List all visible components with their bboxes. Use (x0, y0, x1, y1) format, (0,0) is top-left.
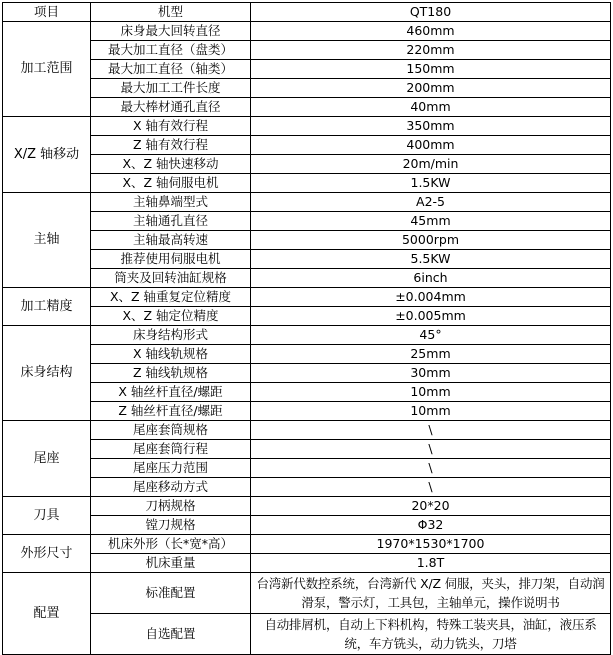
spec-label: 主轴最高转速 (91, 231, 251, 250)
spec-value: 25mm (251, 345, 611, 364)
spec-value: 10mm (251, 383, 611, 402)
spec-value: 30mm (251, 364, 611, 383)
table-row (3, 326, 611, 345)
category-cell: 主轴 (3, 193, 91, 288)
table-row (3, 478, 611, 497)
spec-value: ±0.005mm (251, 307, 611, 326)
spec-label: 尾座压力范围 (91, 459, 251, 478)
spec-value: \ (251, 421, 611, 440)
spec-label: 最大加工直径（轴类） (91, 60, 251, 79)
category-cell: 刀具 (3, 497, 91, 535)
spec-value: 150mm (251, 60, 611, 79)
category-cell: 加工精度 (3, 288, 91, 326)
spec-label: 自选配置 (91, 614, 251, 655)
spec-value: 350mm (251, 117, 611, 136)
spec-label: Z 轴丝杆直径/螺距 (91, 402, 251, 421)
table-row (3, 535, 611, 554)
spec-value: 自动排屑机，自动上下料机构，特殊工装夹具，油缸，液压系统，车方铣头，动力铣头，刀塔 (251, 614, 611, 655)
spec-value: 5.5KW (251, 250, 611, 269)
table-row (3, 345, 611, 364)
table-row (3, 22, 611, 41)
spec-value: \ (251, 478, 611, 497)
spec-label: 最大棒材通孔直径 (91, 98, 251, 117)
spec-value: 6inch (251, 269, 611, 288)
category-cell: 尾座 (3, 421, 91, 497)
spec-label: 主轴鼻端型式 (91, 193, 251, 212)
table-row (3, 573, 611, 614)
table-row (3, 364, 611, 383)
spec-label: X、Z 轴重复定位精度 (91, 288, 251, 307)
spec-label: 最大加工工件长度 (91, 79, 251, 98)
spec-value: 200mm (251, 79, 611, 98)
spec-label: 床身最大回转直径 (91, 22, 251, 41)
spec-value: 45mm (251, 212, 611, 231)
spec-value: 20m/min (251, 155, 611, 174)
table-row (3, 41, 611, 60)
spec-value: 220mm (251, 41, 611, 60)
table-row (3, 288, 611, 307)
spec-label: 机床外形（长*宽*高） (91, 535, 251, 554)
spec-label: 机床重量 (91, 554, 251, 573)
spec-table (2, 2, 611, 655)
spec-value: 20*20 (251, 497, 611, 516)
table-row (3, 98, 611, 117)
spec-label: X、Z 轴伺服电机 (91, 174, 251, 193)
header-item: 项目 (3, 3, 91, 22)
table-row (3, 79, 611, 98)
spec-value: \ (251, 440, 611, 459)
header-model: 机型 (91, 3, 251, 22)
spec-label: 床身结构形式 (91, 326, 251, 345)
table-row (3, 193, 611, 212)
table-row (3, 614, 611, 655)
spec-label: X 轴线轨规格 (91, 345, 251, 364)
spec-label: 主轴通孔直径 (91, 212, 251, 231)
table-row (3, 212, 611, 231)
spec-label: 标准配置 (91, 573, 251, 614)
spec-value: 台湾新代数控系统，台湾新代 X/Z 伺服，夹头，排刀架，自动润滑泵，警示灯，工具包，主轴单元，操作说明书 (251, 573, 611, 614)
category-cell: 加工范围 (3, 22, 91, 117)
table-row (3, 250, 611, 269)
spec-value: 10mm (251, 402, 611, 421)
table-row (3, 459, 611, 478)
spec-value: ±0.004mm (251, 288, 611, 307)
spec-label: X、Z 轴定位精度 (91, 307, 251, 326)
table-row (3, 402, 611, 421)
table-row (3, 136, 611, 155)
spec-value: 40mm (251, 98, 611, 117)
category-cell: X/Z 轴移动 (3, 117, 91, 193)
table-row (3, 421, 611, 440)
table-row (3, 307, 611, 326)
category-cell: 床身结构 (3, 326, 91, 421)
table-row (3, 117, 611, 136)
spec-value: 1.5KW (251, 174, 611, 193)
table-row (3, 383, 611, 402)
category-cell: 配置 (3, 573, 91, 655)
spec-value: 5000rpm (251, 231, 611, 250)
spec-value: 400mm (251, 136, 611, 155)
category-cell: 外形尺寸 (3, 535, 91, 573)
header-model-value: QT180 (251, 3, 611, 22)
spec-label: 尾座套筒规格 (91, 421, 251, 440)
spec-value: 45° (251, 326, 611, 345)
spec-label: 刀柄规格 (91, 497, 251, 516)
table-row (3, 516, 611, 535)
table-row (3, 174, 611, 193)
spec-label: X、Z 轴快速移动 (91, 155, 251, 174)
spec-label: Z 轴有效行程 (91, 136, 251, 155)
table-row (3, 440, 611, 459)
spec-value: Φ32 (251, 516, 611, 535)
spec-label: 尾座移动方式 (91, 478, 251, 497)
spec-label: 尾座套筒行程 (91, 440, 251, 459)
spec-label: X 轴丝杆直径/螺距 (91, 383, 251, 402)
spec-label: X 轴有效行程 (91, 117, 251, 136)
spec-value: 1.8T (251, 554, 611, 573)
spec-label: 最大加工直径（盘类） (91, 41, 251, 60)
header-row (3, 3, 611, 22)
spec-value: 1970*1530*1700 (251, 535, 611, 554)
spec-label: Z 轴线轨规格 (91, 364, 251, 383)
table-row (3, 497, 611, 516)
spec-label: 推荐使用伺服电机 (91, 250, 251, 269)
table-row (3, 554, 611, 573)
table-row (3, 269, 611, 288)
spec-value: A2-5 (251, 193, 611, 212)
spec-label: 镗刀规格 (91, 516, 251, 535)
spec-label: 筒夹及回转油缸规格 (91, 269, 251, 288)
spec-value: \ (251, 459, 611, 478)
table-row (3, 231, 611, 250)
spec-value: 460mm (251, 22, 611, 41)
table-row (3, 155, 611, 174)
table-row (3, 60, 611, 79)
